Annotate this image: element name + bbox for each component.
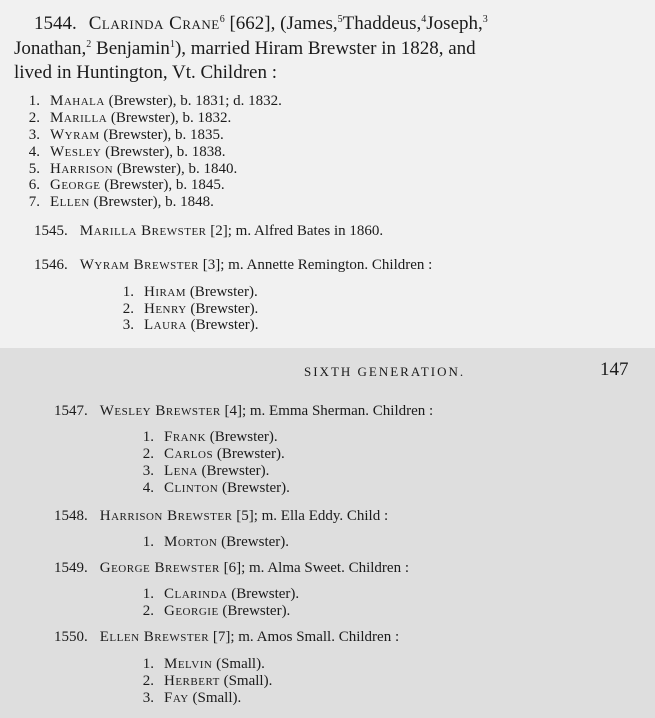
list-item: 2. Georgie (Brewster). [142,603,291,619]
person-name: Ellen Brewster [99,629,210,645]
list-item: 4. Wesley (Brewster), b. 1838. [28,144,226,160]
person-name: Wesley Brewster [99,403,221,419]
page-header-title: SIXTH GENERATION. [304,364,466,379]
list-item: 1. Mahala (Brewster), b. 1831; d. 1832. [28,93,282,109]
list-item: 7. Ellen (Brewster), b. 1848. [28,194,214,210]
list-item: 3. Lena (Brewster). [142,463,270,479]
list-item: 1. Melvin (Small). [142,656,265,672]
person-name: Wyram Brewster [79,257,199,273]
person-name: Harrison Brewster [99,508,233,524]
list-item: 1. Clarinda (Brewster). [142,586,300,602]
entry-1550: 1550. Ellen Brewster [7]; m. Amos Small. Children : [54,629,400,645]
entry-1544-line-1: 1544. Clarinda Crane$^6$ [662], (James,$^5$Thaddeus,$^4$Joseph,$^3$ [34,13,488,34]
list-item: 3. Laura (Brewster). [122,317,259,333]
person-name: Marilla Brewster [79,223,207,239]
entry-1546: 1546. Wyram Brewster [3]; m. Annette Remington. Children : [34,257,433,273]
entry-number: 1544. [34,13,77,34]
list-item: 1. Morton (Brewster). [142,534,290,550]
entry-1545: 1545. Marilla Brewster [2]; m. Alfred Bates in 1860. [34,223,384,239]
list-item: 3. Fay (Small). [142,690,242,706]
list-item: 6. George (Brewster), b. 1845. [28,177,225,193]
list-item: 3. Wyram (Brewster), b. 1835. [28,127,224,143]
person-name: Clarinda Crane [88,13,220,34]
entry-1548: 1548. Harrison Brewster [5]; m. Ella Eddy. Child : [54,508,389,524]
list-item: 2. Marilla (Brewster), b. 1832. [28,110,232,126]
page-number: 147 [600,359,629,380]
person-name: George Brewster [99,560,220,576]
list-item: 2. Henry (Brewster). [122,301,259,317]
entry-1544-line-2: Jonathan,$^2$ Benjamin$^1$), married Hiram Brewster in 1828, and [14,38,476,59]
list-item: 5. Harrison (Brewster), b. 1840. [28,161,238,177]
entry-1544-line-3: lived in Huntington, Vt. Children : [14,62,278,83]
list-item: 4. Clinton (Brewster). [142,480,290,496]
entry-1547: 1547. Wesley Brewster [4]; m. Emma Sherman. Children : [54,403,434,419]
list-item: 2. Herbert (Small). [142,673,273,689]
entry-1549: 1549. George Brewster [6]; m. Alma Sweet. Children : [54,560,409,576]
list-item: 1. Frank (Brewster). [142,429,278,445]
list-item: 1. Hiram (Brewster). [122,284,258,300]
list-item: 2. Carlos (Brewster). [142,446,285,462]
